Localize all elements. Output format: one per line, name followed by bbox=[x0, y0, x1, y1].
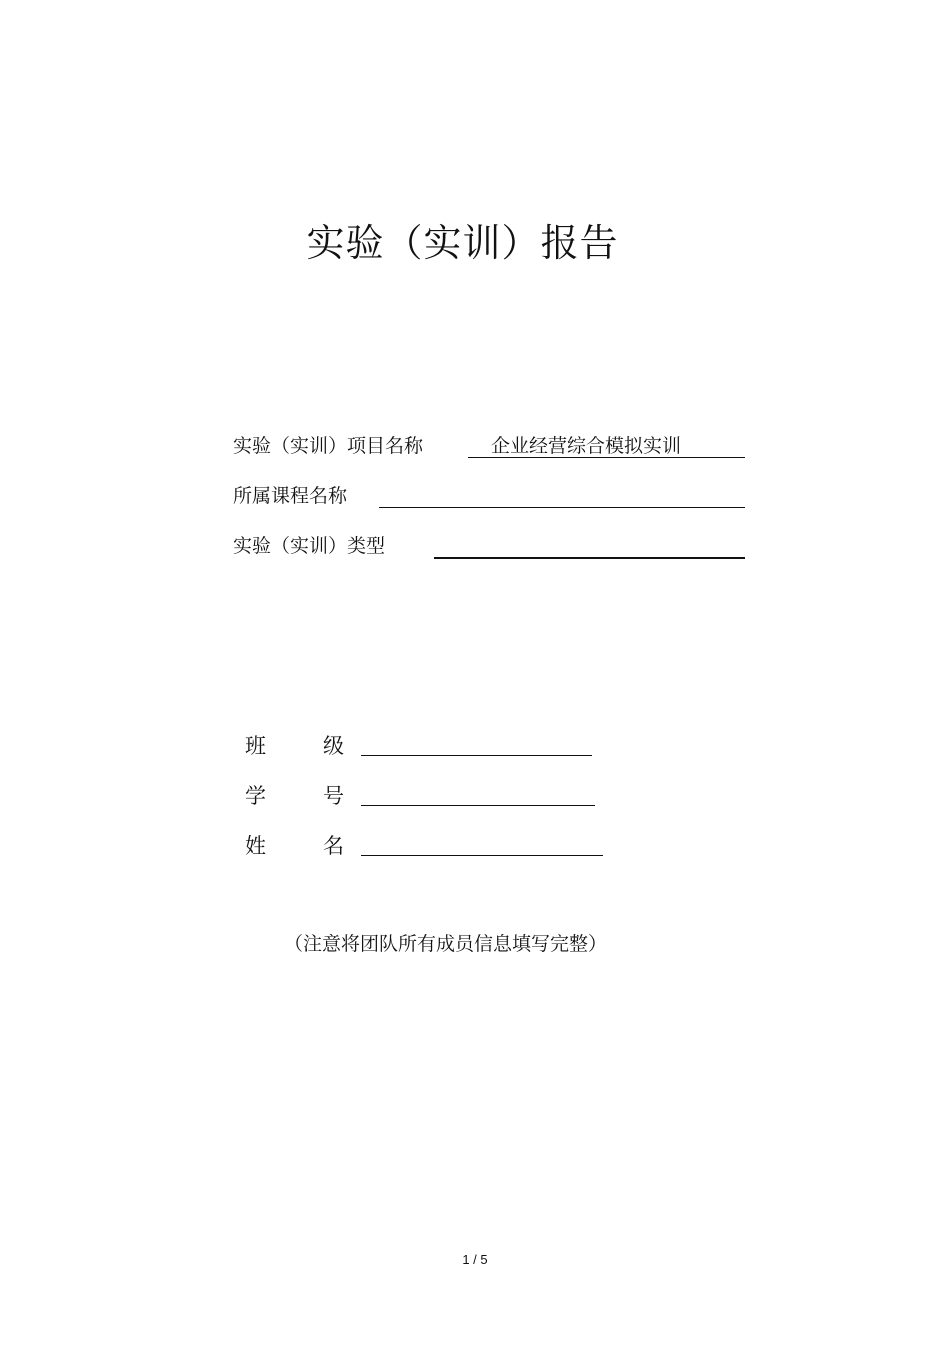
report-title: 实验（实训）报告 bbox=[306, 221, 619, 265]
experiment-type-row bbox=[233, 531, 753, 561]
student-name-row bbox=[245, 830, 605, 860]
page-number: 1 / 5 bbox=[462, 1252, 488, 1267]
student-id-underline[interactable] bbox=[361, 805, 595, 806]
student-id-label-char-2: 号 bbox=[323, 784, 344, 808]
class-label-char-1: 班 bbox=[245, 734, 266, 758]
student-name-label-char-1: 姓 bbox=[245, 834, 266, 858]
project-name-label: 实验（实训）项目名称 bbox=[233, 435, 424, 457]
project-name-row bbox=[233, 431, 753, 461]
project-name-value[interactable]: 企业经营综合模拟实训 bbox=[491, 435, 682, 457]
student-name-label-char-2: 名 bbox=[323, 834, 344, 858]
class-label-char-2: 级 bbox=[323, 734, 344, 758]
course-name-label: 所属课程名称 bbox=[233, 485, 348, 507]
fill-in-note: （注意将团队所有成员信息填写完整） bbox=[284, 933, 608, 955]
experiment-type-underline bbox=[434, 557, 745, 559]
course-name-underline bbox=[379, 507, 745, 508]
student-id-label-char-1: 学 bbox=[245, 784, 266, 808]
class-underline[interactable] bbox=[361, 755, 592, 756]
student-id-row bbox=[245, 780, 605, 810]
student-name-underline[interactable] bbox=[361, 855, 603, 856]
experiment-type-label: 实验（实训）类型 bbox=[233, 535, 386, 557]
course-name-row bbox=[233, 481, 753, 511]
class-row bbox=[245, 730, 605, 760]
